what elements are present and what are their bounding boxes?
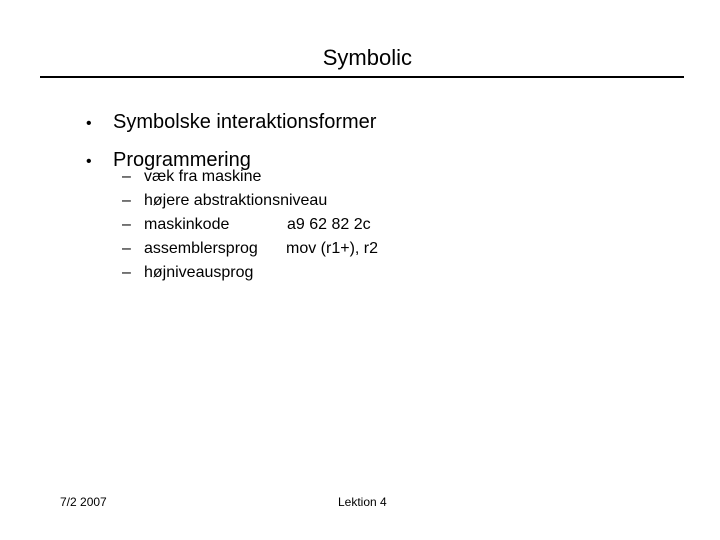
bullet-item [86, 110, 376, 148]
slide-title: Symbolic [322, 45, 412, 70]
sub-bullet-item [122, 239, 378, 263]
sub-bullet-item [122, 263, 378, 287]
dash-marker: – [122, 240, 131, 257]
bullet-marker: • [86, 115, 92, 132]
dash-marker: – [122, 168, 131, 185]
code-example: mov (r1+), r2 [286, 240, 379, 257]
bullet-text: Programmering [113, 149, 251, 171]
sub-bullet-text: højere abstraktionsniveau [144, 192, 328, 209]
dash-marker: – [122, 192, 131, 209]
bullet-text: Symbolske interaktionsformer [113, 111, 377, 133]
footer-lecture-label: Lektion 4 [338, 495, 387, 509]
sub-bullet-item [122, 215, 378, 239]
title-underline [40, 76, 684, 78]
sub-bullet-list [122, 167, 378, 287]
dash-marker: – [122, 216, 131, 233]
code-example: a9 62 82 2c [287, 216, 371, 233]
sub-bullet-text: højniveausprog [144, 264, 254, 281]
bullet-marker: • [86, 153, 92, 170]
sub-bullet-text: væk fra maskine [144, 168, 262, 185]
footer-date: 7/2 2007 [60, 495, 107, 509]
sub-bullet-item [122, 167, 378, 191]
sub-bullet-item [122, 191, 378, 215]
sub-bullet-text: maskinkode [144, 216, 230, 233]
sub-bullet-text: assemblersprog [144, 240, 258, 257]
dash-marker: – [122, 264, 131, 281]
